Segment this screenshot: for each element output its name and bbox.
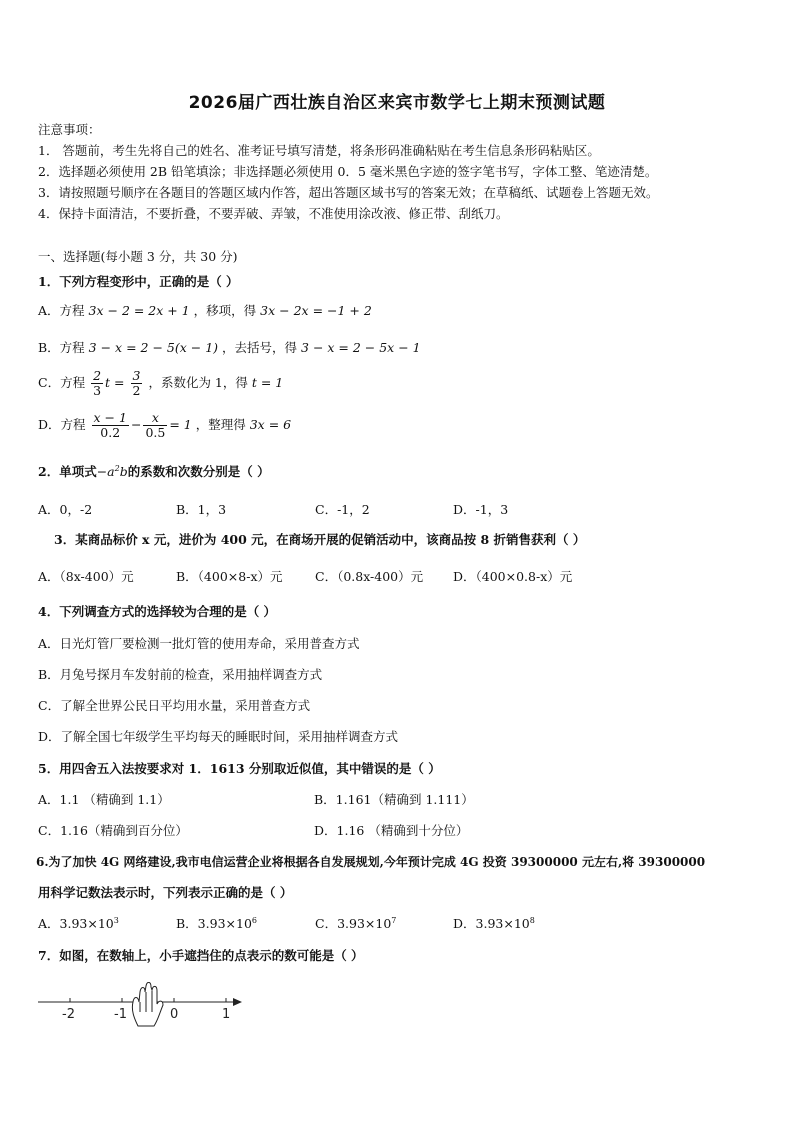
- question-1-option-d: [38, 411, 291, 440]
- question-5-option-c: C．1.16（精确到百分位）: [38, 823, 188, 838]
- exponent: 6: [251, 915, 257, 925]
- exponent: 3: [113, 915, 119, 925]
- question-6-option-b: [176, 914, 257, 932]
- section-heading: 一、选择题(每小题 3 分，共 30 分): [38, 249, 238, 264]
- equation: 3 − x = 2 − 5x − 1: [301, 340, 421, 355]
- fraction: [92, 411, 129, 440]
- question-5-option-d: D．1.16 （精确到十分位）: [314, 823, 469, 838]
- option-label: A．方程: [38, 303, 85, 318]
- notice-heading: 注意事项：: [38, 122, 101, 137]
- question-2-option-b: B．1，3: [176, 502, 227, 517]
- monomial-base: −a: [96, 464, 115, 479]
- equation: = 1: [169, 417, 192, 432]
- question-1-option-a: [38, 301, 372, 319]
- question-5-stem: 5．用四舍五入法按要求对 1．1613 分别取近似值，其中错误的是（ ）: [38, 761, 441, 776]
- fraction: [131, 369, 143, 398]
- option-text: D．3.93×10: [453, 916, 530, 931]
- exponent: 8: [529, 915, 535, 925]
- fraction: [143, 411, 167, 440]
- option-text: ，去括号，得: [222, 340, 298, 355]
- question-3-stem: 3．某商品标价 x 元，进价为 400 元，在商场开展的促销活动中，该商品按 8 折销售获利（ ）: [54, 532, 586, 547]
- question-4-option-d: D．了解全国七年级学生平均每天的睡眠时间，采用抽样调查方式: [38, 729, 399, 744]
- exponent: 7: [391, 915, 397, 925]
- question-6-stem-line-2: 用科学记数法表示时，下列表示正确的是（ ）: [38, 885, 293, 900]
- question-2-option-c: C．-1，2: [315, 502, 370, 517]
- equals-sign: =: [114, 375, 125, 390]
- question-6-stem-line-1: 6.为了加快 4G 网络建设,我市电信运营企业将根据各自发展规划,今年预计完成 4G 投资 39300000 元左右,将 39300000: [36, 855, 706, 869]
- numerator: x − 1: [93, 410, 127, 425]
- page-title: 2026届广西壮族自治区来宾市数学七上期末预测试题: [188, 93, 606, 113]
- question-6-option-a: [38, 914, 119, 932]
- monomial-exponent: 2: [114, 463, 120, 473]
- denominator: 2: [132, 383, 141, 398]
- question-6-option-d: [453, 914, 535, 932]
- question-6-option-c: [315, 914, 396, 932]
- question-7-stem: 7．如图，在数轴上，小手遮挡住的点表示的数可能是（ ）: [38, 948, 364, 963]
- notice-item-4: 4．保持卡面清洁，不要折叠，不要弄破、弄皱，不准使用涂改液、修正带、刮纸刀。: [38, 206, 509, 221]
- option-text: ，系数化为 1，得: [148, 375, 248, 390]
- equation: 3x − 2x = −1 + 2: [260, 303, 372, 318]
- fraction: [91, 369, 103, 398]
- tick-label-minus-2: -2: [62, 1007, 75, 1022]
- option-text: B．3.93×10: [176, 916, 252, 931]
- denominator: 3: [93, 383, 102, 398]
- option-label: C．方程: [38, 375, 86, 390]
- question-4-stem: 4．下列调查方式的选择较为合理的是（ ）: [38, 604, 277, 619]
- numerator: 2: [93, 368, 102, 383]
- equation: 3x = 6: [249, 417, 292, 432]
- monomial: [97, 464, 128, 479]
- hand-icon: [132, 982, 163, 1026]
- question-3-option-b: B．（400×8-x）元: [176, 569, 283, 584]
- question-1-option-c: [38, 369, 283, 398]
- equation: 3x − 2 = 2x + 1: [88, 303, 190, 318]
- question-3-option-a: A．（8x-400）元: [38, 569, 134, 584]
- number-line-arrow: [233, 998, 242, 1006]
- tick-label-minus-1: -1: [114, 1007, 127, 1022]
- equation: t = 1: [251, 375, 284, 390]
- denominator: 0.2: [100, 425, 121, 440]
- number-line-figure: [30, 982, 260, 1042]
- option-text: ，移项，得: [193, 303, 257, 318]
- equation: 3 − x = 2 − 5(x − 1): [88, 340, 219, 355]
- question-3-option-c: C．（0.8x-400）元: [315, 569, 424, 584]
- option-text: C．3.93×10: [315, 916, 392, 931]
- tick-label-1: 1: [222, 1007, 231, 1022]
- stem-text: 2．单项式: [38, 464, 97, 479]
- question-2-option-d: D．-1，3: [453, 502, 509, 517]
- option-text: ，整理得: [195, 417, 246, 432]
- question-5-option-a: A．1.1 （精确到 1.1）: [38, 792, 170, 807]
- stem-text: 的系数和次数分别是（ ）: [127, 464, 270, 479]
- question-2-stem: [38, 462, 270, 480]
- question-1-option-b: [38, 338, 421, 356]
- variable: t: [105, 375, 111, 390]
- question-4-option-a: A．日光灯管厂要检测一批灯管的使用寿命，采用普查方式: [38, 636, 360, 651]
- monomial-variable: b: [119, 464, 128, 479]
- numerator: x: [143, 411, 167, 426]
- question-4-option-b: B．月兔号探月车发射前的检查，采用抽样调查方式: [38, 667, 323, 682]
- option-text: A．3.93×10: [38, 916, 114, 931]
- tick-label-0: 0: [170, 1007, 179, 1022]
- notice-item-3: 3．请按照题号顺序在各题目的答题区域内作答，超出答题区域书写的答案无效；在草稿纸、试题卷上答题无效。: [38, 185, 659, 200]
- option-label: B．方程: [38, 340, 85, 355]
- question-5-option-b: B．1.161（精确到 1.111）: [314, 792, 474, 807]
- minus-sign: −: [130, 417, 142, 432]
- notice-item-2: 2．选择题必须使用 2B 铅笔填涂；非选择题必须使用 0．5 毫米黑色字迹的签字笔书写，字体工整、笔迹清楚。: [38, 164, 658, 179]
- option-label: D．方程: [38, 417, 86, 432]
- numerator: 3: [132, 368, 141, 383]
- denominator: 0.5: [145, 425, 166, 440]
- question-1-stem: 1．下列方程变形中，正确的是（ ）: [38, 274, 239, 289]
- notice-item-1: 1． 答题前，考生先将自己的姓名、准考证号填写清楚，将条形码准确粘贴在考生信息条形码粘贴区。: [38, 143, 600, 158]
- question-3-option-d: D．（400×0.8-x）元: [453, 569, 573, 584]
- question-4-option-c: C．了解全世界公民日平均用水量，采用普查方式: [38, 698, 311, 713]
- question-2-option-a: A．0，-2: [38, 502, 93, 517]
